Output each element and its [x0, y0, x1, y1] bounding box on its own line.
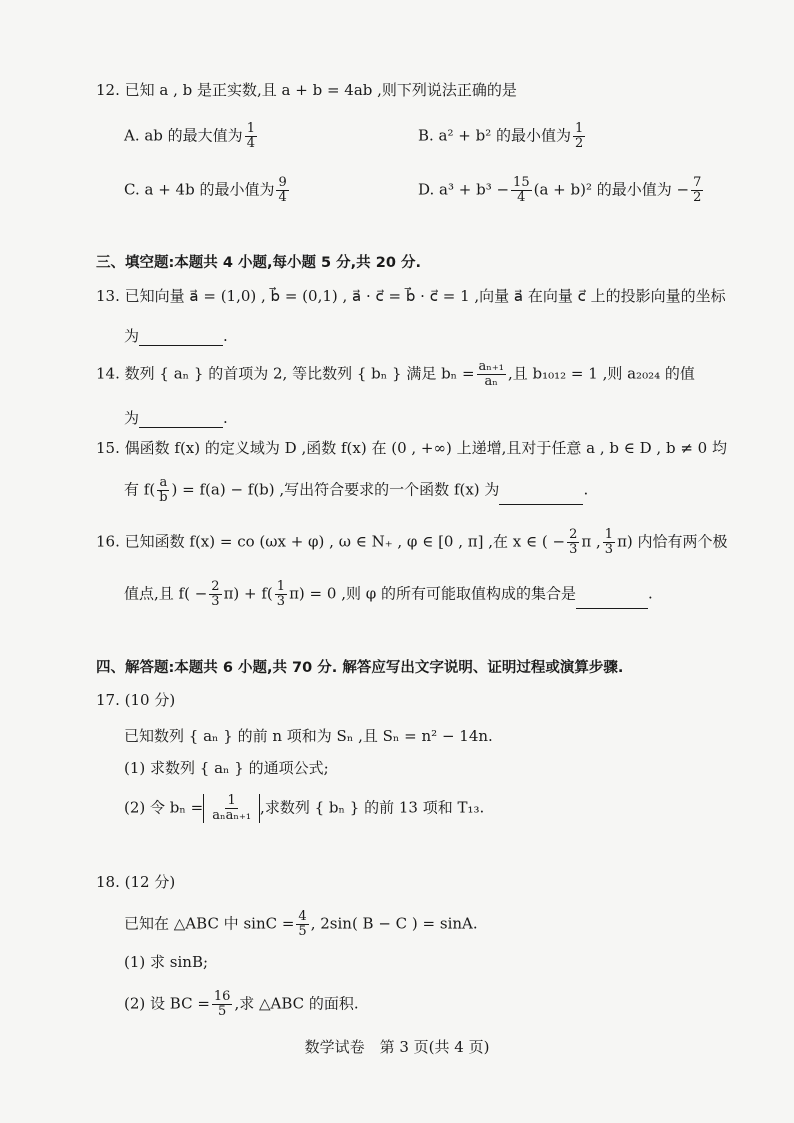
q18-l3-pre: (2) 设 BC =	[124, 994, 210, 1013]
q16-l2-fraction2	[275, 580, 287, 609]
q12-c-fraction	[276, 176, 288, 205]
q12-option-c	[124, 176, 291, 205]
q12-d-text: D. a³ + b³ −	[418, 180, 510, 199]
q17-line1: 已知数列 { aₙ } 的前 n 项和为 Sₙ ,且 Sₙ = n² − 14n.	[124, 727, 493, 745]
q17-line3	[124, 794, 484, 823]
q17-l3-post: ,求数列 { bₙ } 的前 13 项和 T₁₃.	[260, 798, 485, 817]
q16-l2-post: π) = 0 ,则 φ 的所有可能取值构成的集合是	[289, 584, 576, 603]
den: 4	[246, 136, 255, 151]
den: 5	[218, 1004, 227, 1019]
num: 2	[569, 527, 578, 542]
page-footer: 数学试卷 第 3 页(共 4 页)	[304, 1038, 490, 1056]
num: 1	[246, 121, 255, 136]
q17-abs-value	[203, 794, 260, 823]
den: 4	[278, 190, 287, 205]
den: 3	[604, 542, 614, 557]
den: 5	[298, 924, 307, 939]
num: 4	[298, 909, 307, 924]
q17-line2: (1) 求数列 { aₙ } 的通项公式;	[124, 759, 329, 777]
q16-fraction1	[567, 528, 579, 557]
num: 7	[693, 175, 702, 190]
q15-line1: 15. 偶函数 f(x) 的定义域为 D ,函数 f(x) 在 (0 , +∞) 上递增,且对于任意 a , b ∈ D , b ≠ 0 均	[96, 439, 727, 457]
q18-l3-post: ,求 △ABC 的面积.	[234, 994, 359, 1013]
den: 3	[569, 542, 578, 557]
q16-line2: 值点,且 f( − $\frac{2}{3}$ π) + f( $\frac{1}{3}$ π) = 0 ,则 φ 的所有可能取值构成的集合是 .	[124, 579, 653, 609]
num: 1	[604, 527, 614, 542]
q12-d-mid: (a + b)² 的最小值为 −	[533, 180, 690, 199]
den: 3	[211, 594, 220, 609]
q16-answer-blank[interactable]	[576, 592, 648, 609]
q18-l1-post: , 2sin( B − C ) = sinA.	[310, 914, 478, 933]
q12-option-b	[418, 122, 587, 151]
den: b	[159, 490, 168, 505]
q18-fraction1	[296, 910, 308, 939]
num: aₙ₊₁	[478, 359, 504, 374]
q13-answer-blank[interactable]	[139, 329, 223, 346]
q18-heading: 18. (12 分)	[96, 873, 176, 891]
num: 9	[278, 175, 287, 190]
num: 1	[276, 579, 286, 594]
q14-line1	[96, 360, 695, 389]
q14-prefix: 为	[124, 409, 140, 427]
q16-post: π) 内恰有两个极	[617, 532, 728, 551]
num: 1	[575, 121, 584, 136]
den: 3	[276, 594, 286, 609]
num: 16	[213, 989, 231, 1004]
q16-l2-pre: 值点,且 f( −	[124, 584, 208, 603]
q13-prefix: 为	[124, 327, 140, 345]
q16-fraction2	[603, 528, 615, 557]
q12-a-text: A. ab 的最大值为	[124, 126, 243, 145]
den: aₙaₙ₊₁	[212, 808, 252, 823]
q12-a-fraction	[245, 122, 257, 151]
q13-line2: 为 .	[124, 327, 228, 345]
q14-post: ,且 b₁₀₁₂ = 1 ,则 a₂₀₂₄ 的值	[507, 364, 695, 383]
q18-fraction2	[212, 990, 233, 1019]
q15-pre: 有 f(	[124, 480, 156, 499]
q18-line2: (1) 求 sinB;	[124, 953, 209, 971]
section-3-heading: 三、填空题:本题共 4 小题,每小题 5 分,共 20 分.	[96, 255, 421, 271]
q17-fraction	[210, 794, 253, 823]
num: 15	[513, 175, 530, 190]
q14-answer-blank[interactable]	[139, 411, 223, 428]
num: a	[159, 475, 168, 490]
q12-c-text: C. a + 4b 的最小值为	[124, 180, 275, 199]
q15-post: ) = f(a) − f(b) ,写出符合要求的一个函数 f(x) 为	[171, 480, 500, 499]
den: 4	[517, 190, 526, 205]
q12-b-fraction	[573, 122, 585, 151]
q12-d-fraction2	[691, 176, 703, 205]
q12-b-text: B. a² + b² 的最小值为	[418, 126, 572, 145]
q17-l3-pre: (2) 令 bₙ =	[124, 798, 204, 817]
q12-option-a	[124, 122, 259, 151]
q14-pre: 14. 数列 { aₙ } 的首项为 2, 等比数列 { bₙ } 满足 bₙ =	[96, 364, 475, 383]
q14-line2: 为 .	[124, 409, 228, 427]
q16-mid: π ,	[581, 532, 601, 551]
q16-l2-fraction1	[209, 580, 221, 609]
q18-line1	[124, 910, 478, 939]
section-4-heading: 四、解答题:本题共 6 小题,共 70 分. 解答应写出文字说明、证明过程或演算步骤.	[96, 660, 624, 676]
q14-fraction	[477, 360, 506, 389]
q18-line3	[124, 990, 359, 1019]
q15-line2: 有 f( $\frac{a}{b}$ ) = f(a) − f(b) ,写出符合要求的一个函数 f(x) 为 .	[124, 475, 589, 505]
q12-option-d	[418, 176, 705, 205]
den: aₙ	[484, 374, 498, 389]
den: 2	[693, 190, 702, 205]
num: 1	[227, 793, 236, 808]
num: 2	[211, 579, 220, 594]
q15-answer-blank[interactable]	[499, 488, 583, 505]
q17-heading: 17. (10 分)	[96, 691, 176, 709]
q13-line1: 13. 已知向量 a⃗ = (1,0) , b⃗ = (0,1) , a⃗ · c⃗ = b⃗ · c⃗ = 1 ,向量 a⃗ 在向量 c⃗ 上的投影向量的坐标	[96, 287, 726, 305]
q12-stem: 12. 已知 a , b 是正实数,且 a + b = 4ab ,则下列说法正确的是	[96, 81, 517, 99]
q12-d-fraction1	[511, 176, 532, 205]
q18-l1-pre: 已知在 △ABC 中 sinC =	[124, 914, 295, 933]
q16-l2-mid: π) + f(	[223, 584, 273, 603]
q15-fraction	[157, 476, 169, 505]
den: 2	[575, 136, 584, 151]
q16-pre: 16. 已知函数 f(x) = co (ωx + φ) , ω ∈ N₊ , φ ∈ [0 , π] ,在 x ∈ ( −	[96, 532, 566, 551]
q16-line1	[96, 528, 728, 557]
